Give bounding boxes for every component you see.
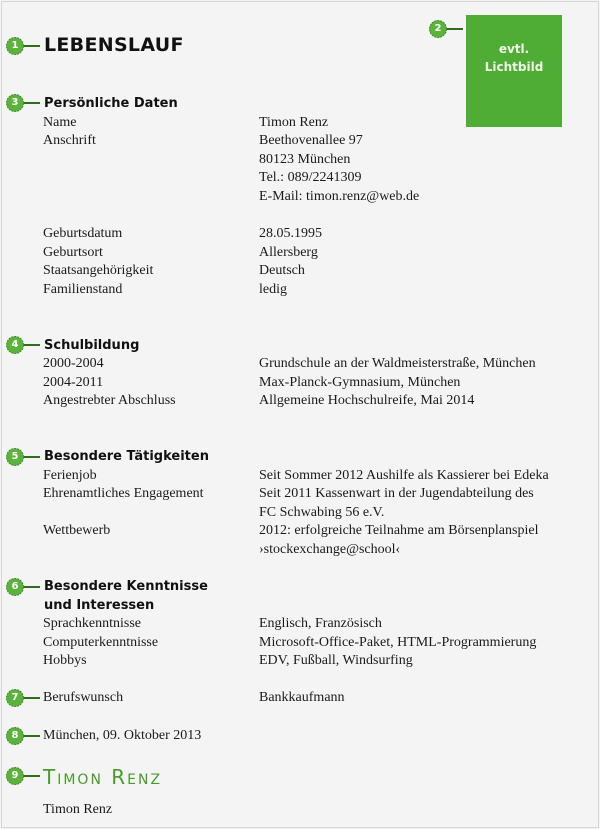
value-marital-status: ledig — [259, 282, 287, 297]
value-name: Timon Renz — [259, 115, 329, 130]
value-holiday-job: Seit Sommer 2012 Aushilfe als Kassierer bei Edeka — [259, 468, 549, 483]
value-hobbies: EDV, Fußball, Windsurfing — [259, 653, 413, 668]
connector-line — [24, 344, 40, 346]
label-languages: Sprachkenntnisse — [43, 616, 141, 631]
value-career: Bankkaufmann — [259, 690, 345, 705]
label-school-1: 2000-2004 — [43, 356, 104, 371]
section-heading-skills: Besondere Kenntnisse und Interessen — [44, 579, 208, 613]
value-computer: Microsoft-Office-Paket, HTML-Programmierung — [259, 635, 537, 650]
value-birthplace: Allersberg — [259, 245, 318, 260]
label-school-2: 2004-2011 — [43, 375, 104, 390]
label-address: Anschrift — [43, 133, 96, 148]
connector-line — [24, 456, 40, 458]
section-heading-personal: Persönliche Daten — [44, 96, 178, 111]
step-badge-2: 2 — [429, 20, 447, 38]
connector-line — [24, 735, 40, 737]
step-badge-6: 6 — [6, 578, 24, 596]
value-volunteering: Seit 2011 Kassenwart in der Jugendabteilung des — [259, 486, 534, 501]
value-city: 80123 München — [259, 152, 351, 167]
label-degree: Angestrebter Abschluss — [43, 393, 176, 408]
connector-line — [24, 775, 40, 777]
label-hobbies: Hobbys — [43, 653, 87, 668]
value-competition-cont: ›stockexchange@school‹ — [259, 542, 401, 557]
value-email: E-Mail: timon.renz@web.de — [259, 189, 420, 204]
photo-placeholder: evtl. Lichtbild — [466, 15, 562, 127]
value-school-1: Grundschule an der Waldmeisterstraße, München — [259, 356, 536, 371]
step-badge-3: 3 — [6, 94, 24, 112]
step-badge-7: 7 — [6, 689, 24, 707]
value-birthdate: 28.05.1995 — [259, 226, 322, 241]
step-badge-5: 5 — [6, 448, 24, 466]
value-phone: Tel.: 089/2241309 — [259, 170, 362, 185]
page-title: LEBENSLAUF — [44, 34, 184, 56]
label-computer: Computerkenntnisse — [43, 635, 159, 650]
value-languages: Englisch, Französisch — [259, 616, 382, 631]
label-career: Berufswunsch — [43, 690, 124, 705]
value-school-2: Max-Planck-Gymnasium, München — [259, 375, 461, 390]
value-volunteering-cont: FC Schwabing 56 e.V. — [259, 505, 385, 520]
signature: Timon Renz — [43, 765, 163, 789]
label-nationality: Staatsangehörigkeit — [43, 263, 154, 278]
section-heading-school: Schulbildung — [44, 338, 140, 353]
connector-line — [24, 102, 40, 104]
value-nationality: Deutsch — [259, 263, 305, 278]
step-badge-1: 1 — [6, 37, 24, 55]
value-street: Beethovenallee 97 — [259, 133, 363, 148]
value-degree: Allgemeine Hochschulreife, Mai 2014 — [259, 393, 475, 408]
place-date: München, 09. Oktober 2013 — [43, 728, 202, 743]
connector-line — [24, 586, 40, 588]
step-badge-4: 4 — [6, 336, 24, 354]
label-marital-status: Familienstand — [43, 282, 123, 297]
label-volunteering: Ehrenamtliches Engagement — [43, 486, 204, 501]
printed-name: Timon Renz — [43, 802, 113, 817]
label-holiday-job: Ferienjob — [43, 468, 97, 483]
connector-line — [24, 697, 40, 699]
label-name: Name — [43, 115, 77, 130]
label-competition: Wettbewerb — [43, 523, 111, 538]
section-heading-activities: Besondere Tätigkeiten — [44, 449, 209, 464]
label-birthdate: Geburtsdatum — [43, 226, 123, 241]
connector-line — [447, 28, 463, 30]
step-badge-9: 9 — [6, 767, 24, 785]
value-competition: 2012: erfolgreiche Teilnahme am Börsenplanspiel — [259, 523, 539, 538]
label-birthplace: Geburtsort — [43, 245, 103, 260]
connector-line — [24, 45, 40, 47]
step-badge-8: 8 — [6, 727, 24, 745]
